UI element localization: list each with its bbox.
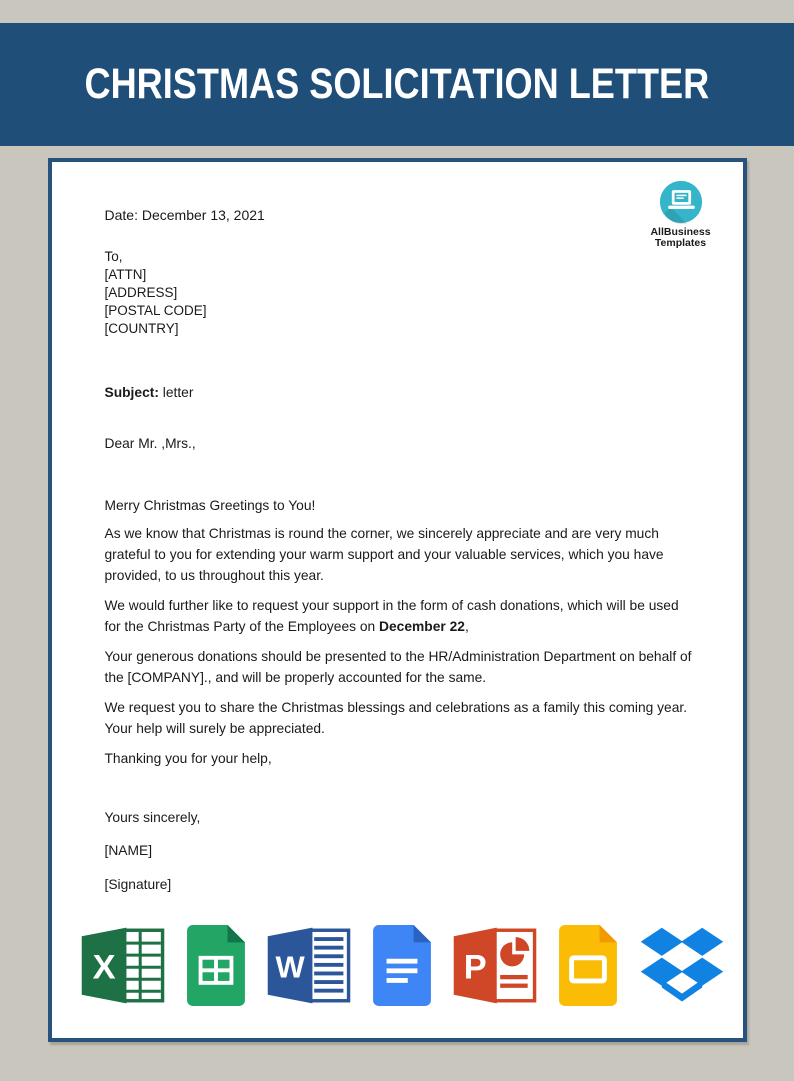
svg-text:W: W	[275, 949, 305, 985]
subject-line	[105, 384, 695, 402]
date-line: Date: December 13, 2021	[104, 207, 265, 223]
logo-text: AllBusiness Templates	[650, 226, 711, 249]
recipient-block	[105, 248, 695, 338]
google-docs-icon[interactable]	[373, 925, 431, 1006]
paragraph: We request you to share the Christmas blessings and celebrations as a family this coming year. Your help will surely be appreciated.	[104, 700, 688, 736]
google-sheets-icon[interactable]	[187, 925, 245, 1006]
recipient-line: [ADDRESS]	[104, 285, 178, 300]
recipient-line: [ATTN]	[104, 267, 147, 282]
closing-line: Yours sincerely,	[104, 810, 201, 825]
salutation: Dear Mr. ,Mrs.,	[104, 436, 196, 451]
name-placeholder: [NAME]	[104, 843, 153, 858]
greeting-line: Merry Christmas Greetings to You!	[104, 498, 316, 513]
letter-page	[48, 158, 747, 1042]
recipient-line: [COUNTRY]	[104, 321, 179, 336]
excel-icon[interactable]	[80, 925, 166, 1006]
signature-placeholder: [Signature]	[104, 877, 172, 892]
dropbox-icon[interactable]	[638, 926, 726, 1005]
paragraph: Thanking you for your help,	[104, 751, 272, 766]
recipient-line: To,	[104, 249, 123, 264]
page-title: CHRISTMAS SOLICITATION LETTER	[84, 60, 710, 108]
allbusinesstemplates-logo[interactable]	[635, 180, 727, 249]
svg-text:P: P	[463, 948, 487, 987]
subject-value: letter	[158, 385, 194, 400]
format-icons-row	[80, 925, 727, 1006]
banner	[0, 23, 794, 146]
word-icon[interactable]	[266, 925, 352, 1006]
paragraph: As we know that Christmas is round the corner, we sincerely appreciate and are very much grateful to you for extending your warm support and your valuable services, which you have provided, to us throughout this year.	[104, 526, 664, 583]
subject-label: Subject:	[104, 385, 159, 400]
letter-body	[105, 523, 695, 769]
laptop-icon	[659, 180, 703, 224]
letter-head	[104, 206, 711, 249]
bold-date: December 22	[379, 619, 465, 634]
powerpoint-icon[interactable]	[452, 925, 538, 1006]
paragraph: We would further like to request your support in the form of cash donations, which will be used for the Christmas Party of the Employees on December 22,	[104, 598, 679, 634]
google-slides-icon[interactable]	[559, 925, 617, 1006]
svg-text:X: X	[92, 948, 116, 987]
paragraph: Your generous donations should be presented to the HR/Administration Department on behalf of the [COMPANY]., and will be properly accounted for the same.	[104, 649, 692, 685]
recipient-line: [POSTAL CODE]	[104, 303, 207, 318]
